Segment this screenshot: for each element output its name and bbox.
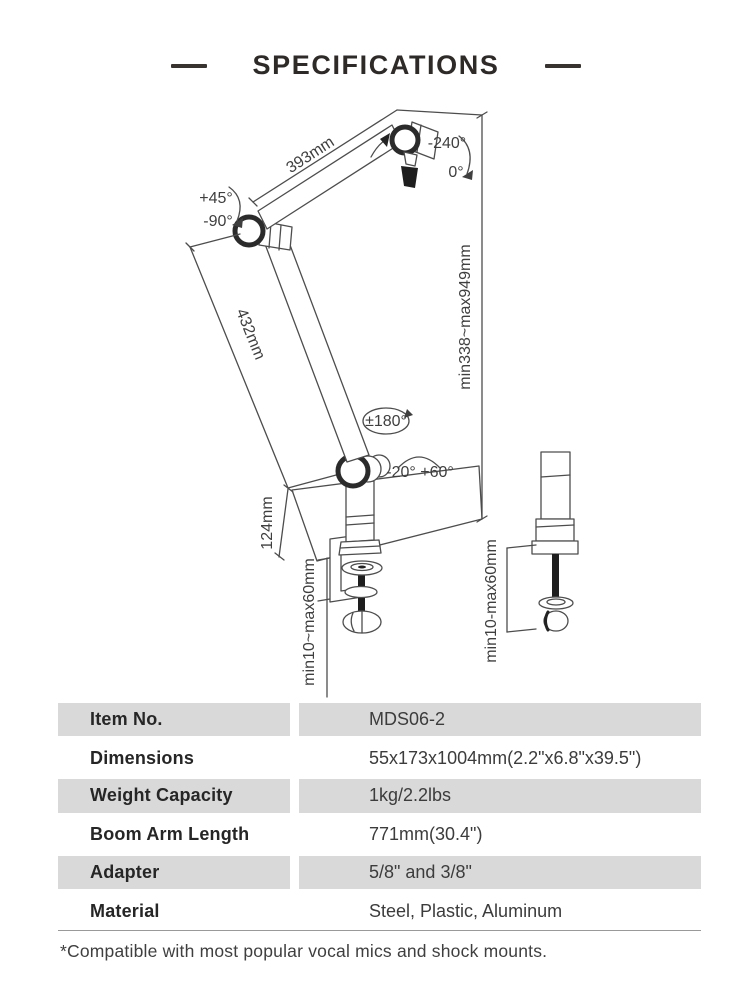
- spec-label: Weight Capacity: [58, 777, 290, 815]
- grommet-mount: [532, 452, 578, 631]
- grommet-screw-rod: [552, 554, 559, 602]
- label-elbow-minus: -90°: [203, 213, 233, 230]
- dim-432mm-lines: [186, 234, 288, 488]
- lower-arm: [265, 237, 369, 462]
- mic-ring: [392, 127, 418, 153]
- spec-label: Boom Arm Length: [90, 824, 250, 845]
- page-title: SPECIFICATIONS: [252, 50, 500, 80]
- label-elbow-plus: +45°: [199, 190, 233, 207]
- label-riser-height: 124mm: [259, 496, 276, 550]
- spec-value: 1kg/2.2lbs: [299, 777, 701, 815]
- table-row: [58, 854, 701, 892]
- clamp-washer: [345, 587, 377, 598]
- label-grommet-thickness: min10-max60mm: [483, 539, 500, 663]
- label-rot-zero: 0°: [448, 164, 464, 181]
- specifications-table: [58, 701, 701, 931]
- label-tilt-minus: -20°: [386, 464, 416, 481]
- table-row: [58, 816, 701, 854]
- label-clamp-thickness: min10~max60mm: [301, 558, 318, 686]
- thread-adapter-tip: [401, 166, 418, 188]
- table-row: [58, 739, 701, 777]
- table-row: [58, 777, 701, 815]
- label-rot-ccw: -240°: [427, 135, 467, 152]
- label-tilt-plus: +60°: [420, 464, 454, 481]
- spec-label: Adapter: [58, 854, 290, 892]
- spec-value: 55x173x1004mm(2.2"x6.8"x39.5"): [369, 747, 642, 768]
- spec-label: Material: [90, 900, 160, 921]
- table-row: [58, 892, 701, 930]
- dim-grommet-thickness-lines: [507, 545, 536, 632]
- spec-value: 5/8" and 3/8": [299, 854, 701, 892]
- label-arm-upper-length: 393mm: [283, 133, 338, 177]
- spec-value: 771mm(30.4"): [369, 824, 483, 845]
- label-arm-lower-length: 432mm: [232, 306, 269, 363]
- spec-value: Steel, Plastic, Aluminum: [369, 900, 563, 921]
- label-height-range: min338~max949mm: [457, 244, 474, 390]
- label-swivel-range: ±180°: [365, 413, 407, 430]
- dim-height-range-lines: [477, 112, 487, 522]
- spec-label: Item No.: [58, 701, 290, 739]
- table-row: [58, 701, 701, 739]
- spec-label: Dimensions: [90, 747, 195, 768]
- compatibility-footnote: *Compatible with most popular vocal mics and shock mounts.: [60, 941, 548, 961]
- spec-value: MDS06-2: [299, 701, 701, 739]
